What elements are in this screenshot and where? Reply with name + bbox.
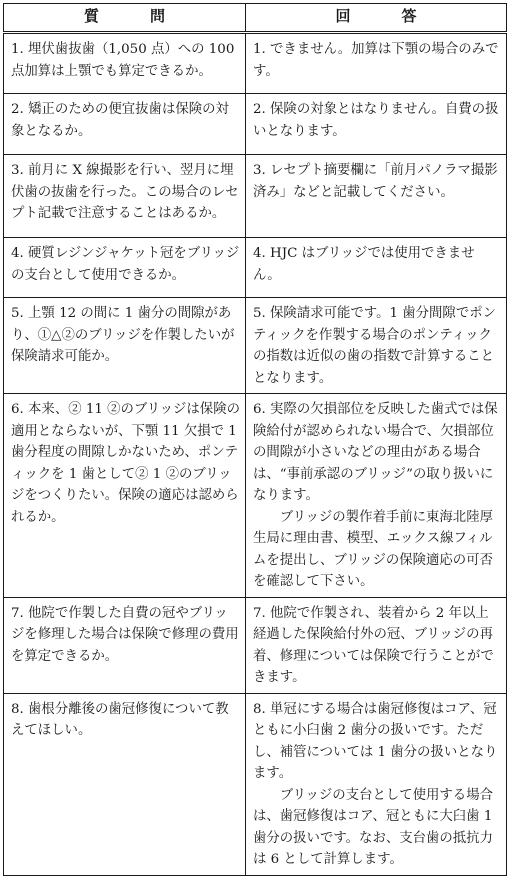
answer-cell (246, 693, 507, 875)
table-row (4, 94, 507, 155)
question-cell: 5. 上顎 12 の間に 1 歯分の間隙があり、①△②のブリッジを作製したいが保険請求可能か。 (4, 298, 246, 394)
table-row (4, 238, 507, 298)
question-cell: 1. 埋伏歯抜歯（1,050 点）への 100 点加算は上顎でも算定できるか。 (4, 33, 246, 94)
question-cell: 8. 歯根分離後の歯冠修復について教えてほしい。 (4, 693, 246, 875)
answer-cell: 2. 保険の対象とはなりません。自費の扱いとなります。 (246, 94, 507, 155)
answer-cell: 1. できません。加算は下顎の場合のみです。 (246, 33, 507, 94)
question-cell: 3. 前月に X 線撮影を行い、翌月に埋伏歯の抜歯を行った。この場合のレセプト記載で注意することはあるか。 (4, 155, 246, 238)
question-cell: 7. 他院で作製した自費の冠やブリッジを修理した場合は保険で修理の費用を算定できるか。 (4, 597, 246, 693)
table-header-row (4, 4, 507, 33)
table-row (4, 155, 507, 238)
question-column-header: 質 問 (4, 4, 246, 33)
answer-cell: 5. 保険請求可能です。1 歯分間隙でポンティックを作製する場合のポンティックの指数は近似の歯の指数で計算することとなります。 (246, 298, 507, 394)
answer-column-header: 回 答 (246, 4, 507, 33)
answer-cell: 3. レセプト摘要欄に「前月パノラマ撮影済み」などと記載してください。 (246, 155, 507, 238)
answer-paragraph-extra: ブリッジの製作着手前に東海北陸厚生局に理由書、模型、エックス線フィルムを提出し、ブリッジの保険適応の可否を確認して下さい。 (253, 509, 493, 589)
table-row (4, 298, 507, 394)
table-row (4, 394, 507, 598)
table-row (4, 693, 507, 875)
table-row (4, 33, 507, 94)
qa-table (3, 3, 507, 876)
question-cell: 4. 硬質レジンジャケット冠をブリッジの支台として使用できるか。 (4, 238, 246, 298)
table-row (4, 597, 507, 693)
answer-paragraph: 6. 実際の欠損部位を反映した歯式では保険給付が認められない場合で、欠損部位の間隙が小さいなどの理由がある場合は、“事前承認のブリッジ”の取り扱いになります。 (253, 402, 498, 503)
question-cell: 2. 矯正のための便宜抜歯は保険の対象となるか。 (4, 94, 246, 155)
answer-paragraph-extra: ブリッジの支台として使用する場合は、歯冠修復はコア、冠ともに大臼歯 1 歯分の扱いです。なお、支台歯の抵抗力は 6 として計算します。 (253, 787, 493, 867)
answer-cell (246, 394, 507, 598)
answer-cell: 7. 他院で作製され、装着から 2 年以上経過した保険給付外の冠、ブリッジの再着、修理については保険で行うことができます。 (246, 597, 507, 693)
answer-cell: 4. HJC はブリッジでは使用できません。 (246, 238, 507, 298)
question-cell: 6. 本来、② 11 ②のブリッジは保険の適用とならないが、下顎 11 欠損で 1 歯分程度の間隙しかないため、ポンティックを 1 歯として② 1 ②のブリッジをつくりたい。保険の適応は認められるか。 (4, 394, 246, 598)
answer-paragraph: 8. 単冠にする場合は歯冠修復はコア、冠ともに小臼歯 2 歯分の扱いです。ただし、補管については 1 歯分の扱いとなります。 (253, 701, 498, 781)
